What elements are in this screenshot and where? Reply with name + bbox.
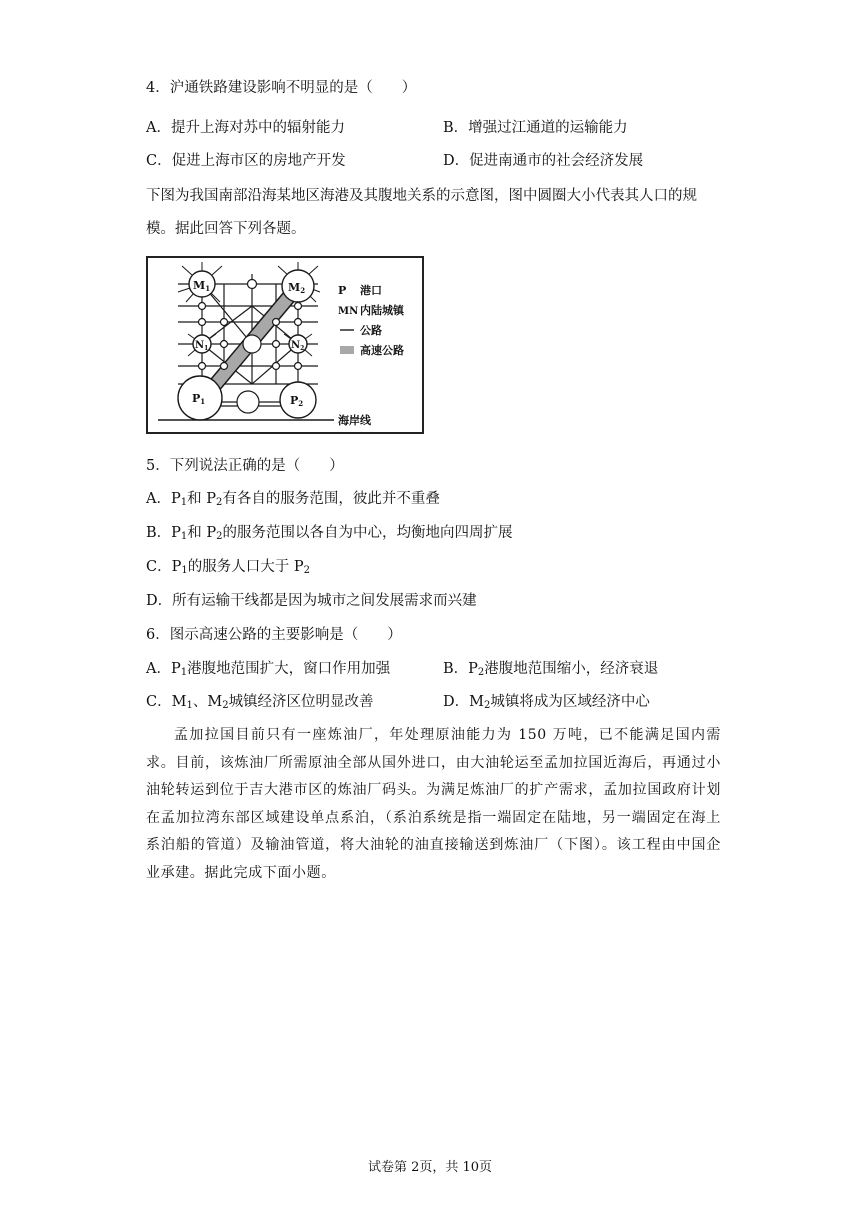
q5-option-d: D．所有运输干线都是因为城市之间发展需求而兴建 bbox=[146, 593, 477, 609]
q5-option-b: B．$P_1$和 $P_2$的服务范围以各自为中心，均衡地向四周扩展 bbox=[146, 525, 513, 542]
legend-p-desc: 港口 bbox=[360, 284, 382, 297]
q6-option-a: A．$P_1$港腹地范围扩大，窗口作用加强 bbox=[146, 661, 391, 678]
label-n2: $N_2$ bbox=[291, 340, 305, 352]
q6-option-b: B．$P_2$港腹地范围缩小，经济衰退 bbox=[443, 661, 659, 678]
label-m2: M2 bbox=[288, 281, 306, 295]
q4-option-a: A．提升上海对苏中的辐射能力 bbox=[146, 120, 345, 136]
legend-highway: 高速公路 bbox=[360, 344, 404, 357]
q4-option-d: D．促进南通市的社会经济发展 bbox=[443, 153, 644, 169]
legend-mn-key: MN bbox=[338, 306, 359, 317]
label-p1: P1 bbox=[192, 392, 206, 406]
label-n1: $N_1$ bbox=[195, 340, 209, 352]
label-m1: M1 bbox=[193, 279, 211, 293]
diagram-svg bbox=[148, 258, 422, 432]
q5-option-c: C．$P_1$的服务人口大于 $P_2$ bbox=[146, 559, 310, 576]
legend-mn-desc: 内陆城镇 bbox=[360, 304, 404, 317]
legend-highway-symbol bbox=[340, 346, 354, 354]
legend-road: 公路 bbox=[360, 324, 382, 337]
label-p2: P2 bbox=[290, 394, 304, 408]
q5-option-a: A．$P_1$和 $P_2$有各自的服务范围，彼此并不重叠 bbox=[146, 491, 440, 508]
question-5-stem: 5．下列说法正确的是（ ） bbox=[146, 458, 344, 474]
legend bbox=[338, 283, 405, 427]
question-4-stem: 4．沪通铁路建设影响不明显的是（ ） bbox=[146, 80, 417, 96]
port-hinterland-diagram bbox=[146, 256, 424, 434]
q4-option-b: B．增强过江通道的运输能力 bbox=[443, 120, 628, 136]
q4-option-c: C．促进上海市区的房地产开发 bbox=[146, 153, 346, 169]
passage-bangladesh-refinery: 孟加拉国目前只有一座炼油厂，年处理原油能力为 150 万吨，已不能满足国内需求。目前，该炼油厂所需原油全部从国外进口，由大油轮运至孟加拉国近海后，再通过小油轮转运到位于吉大港市区的炼油厂码头。为满足炼油厂的扩产需求，孟加拉国政府计划在孟加拉湾东部区域建设单点系泊，（系泊系统是指一端固定在陆地，另一端固定在海上系泊船的管道）及输油管道，将大油轮的油直接输送到炼油厂（下图）。该工程由中国企业承建。据此完成下面小题。 bbox=[146, 727, 721, 881]
coastline-label: 海岸线 bbox=[338, 414, 371, 427]
question-6-stem: 6．图示高速公路的主要影响是（ ） bbox=[146, 627, 402, 643]
q6-option-d: D．$M_2$城镇将成为区域经济中心 bbox=[443, 694, 650, 711]
page-footer: 试卷第 2页，共 10页 bbox=[367, 1160, 493, 1175]
legend-p-key: P bbox=[338, 284, 347, 297]
intro-line-1: 下图为我国南部沿海某地区海港及其腹地关系的示意图，图中圆圈大小代表其人口的规 bbox=[146, 188, 697, 204]
intro-line-2: 模。据此回答下列各题。 bbox=[146, 221, 306, 237]
q6-option-c: C．$M_1$、$M_2$城镇经济区位明显改善 bbox=[146, 694, 374, 711]
